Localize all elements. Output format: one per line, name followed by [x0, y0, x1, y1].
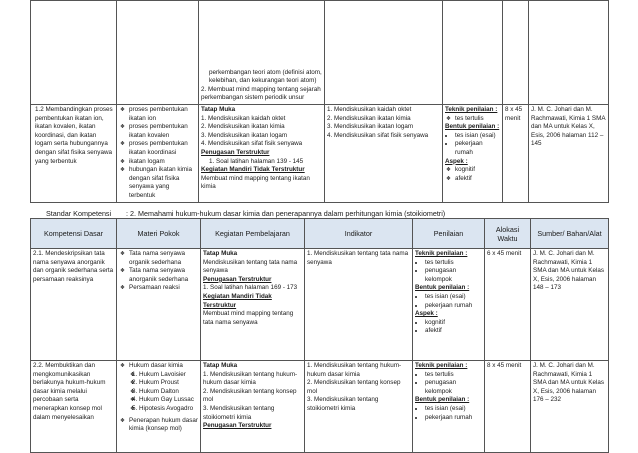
list-item: • tes isian (esai) [455, 132, 500, 141]
list-item: 1. Mendiskusikan kaidah oktet [327, 106, 412, 113]
list-item: ❖ 3. Hukum Dalton [139, 388, 198, 397]
list-item: 2. Mendiskusikan ikatan kimia [327, 114, 411, 122]
kmtt-heading: Kegiatan Mandiri Tidak Terstruktur [203, 292, 272, 309]
list-item: 4. Mendiskusikan sifat fisik senyawa [201, 140, 303, 148]
indikator-cell [325, 105, 443, 203]
kmtt-heading: Kegiatan Mandiri Tidak Terstruktur [201, 166, 305, 174]
kd-cell: 2.2. Membuktikan dan mengkomunikasikan berlakunya hukum-hukum dasar kimia melalui percobaan serta menerapkan konsep mol dalam menyelesaikan [31, 361, 117, 453]
list-item: ❖ Persamaan reaksi [129, 284, 198, 293]
penugasan-heading: Penugasan Terstruktur [203, 422, 272, 430]
list-item: • tes isian (esai) [425, 293, 482, 302]
list-item: perkembangan teori atom (definisi atom, kelebihan, dan kekurangan teori atom) [209, 68, 322, 85]
penugasan-heading: Penugasan Terstruktur [201, 148, 270, 156]
list-item: ❖ Penerapan hukum dasar kimia (konsep mol) [129, 417, 198, 434]
list-item: ❖ Tata nama senyawa anorganik sederhana [129, 267, 198, 284]
main-table [30, 218, 609, 453]
header-kp: Kegiatan Pembelajaran [201, 219, 305, 249]
list-item: 2. Mendiskusikan tentang konsep mol [203, 387, 297, 404]
list-item: ❖ kognitif [455, 166, 500, 175]
list-item: ❖ Tata nama senyawa organik sederhana [129, 250, 198, 267]
indikator-cell [305, 249, 413, 361]
list-item: 4. Mendiskusikan sifat fisik senyawa [327, 131, 429, 139]
header-aw: Alokasi Waktu [485, 219, 531, 249]
list-item: • kognitif [425, 319, 482, 328]
teknik-heading: Teknik penilaian : [415, 362, 468, 369]
list-item: ❖ tes tertulis [455, 115, 500, 124]
list-item: 2. Membuat mind mapping tentang sejarah perkembangan sistem periodik unsur [201, 85, 321, 102]
materi-cell [117, 361, 201, 453]
bentuk-heading: Bentuk penilaian : [415, 284, 470, 292]
penilaian-cell [413, 249, 485, 361]
kegiatan-heading: Tatap Muka [203, 250, 238, 257]
list-item: 2. Mendiskusikan tentang konsep mol [307, 379, 401, 395]
list-item: ❖ ikatan logam [129, 158, 196, 167]
list-item: Mendiskusikan tentang tata nama senyawa [203, 258, 298, 275]
aspek-heading: Aspek : [415, 310, 438, 318]
kegiatan-cell [201, 249, 305, 361]
list-item: • tes isian (esai) [425, 405, 482, 414]
table-row [31, 249, 609, 361]
header-ind: Indikator [305, 219, 413, 249]
list-item: • pekerjaan rumah [455, 140, 500, 157]
list-item: ❖ proses pembentukan ikatan kovalen [129, 123, 196, 140]
list-item: 3. Mendiskusikan ikatan logam [327, 123, 414, 131]
kegiatan-heading: Tatap Muka [203, 362, 238, 369]
sumber-cell: J. M. C. Johari dan M. Rachmawati, Kimia 1 SMA dan MA untuk Kelas X, Esis, 2006 halaman 176 – 232 [531, 361, 609, 453]
header-pen: Penilaian [413, 219, 485, 249]
sumber-cell: J. M. C. Johari dan M. Rachmawati, Kimia 1 SMA dan MA untuk Kelas X, Esis, 2006 halaman 112 – 145 [529, 105, 609, 203]
standar-kompetensi [46, 209, 445, 218]
list-item: • penugasan kelompok [425, 267, 482, 284]
list-item: ❖ hubungan ikatan kimia dengan sifat fisika senyawa yang terbentuk [129, 166, 196, 200]
list-item: 3. Mendiskusikan ikatan logam [201, 131, 288, 139]
penilaian-cell [443, 105, 503, 203]
list-item: 3. Mendiskusikan tentang stoikiometri kimia [307, 396, 379, 412]
kegiatan-heading: Tatap Muka [201, 106, 236, 113]
list-item: 1. Mendiskusikan tentang tata nama senyawa [307, 250, 409, 266]
list-item: 1. Mendiskusikan kaidah oktet [201, 114, 286, 122]
sumber-cell: J. M. C. Johari dan M. Rachmawati, Kimia 1 SMA dan MA untuk Kelas X, Esis, 2006 halaman 148 – 173 [531, 249, 609, 361]
list-item: ❖ 5. Hipotesis Avogadro [139, 405, 198, 414]
header-row [31, 219, 609, 249]
table-row [31, 105, 609, 203]
list-item: 2. Mendiskusikan ikatan kimia [201, 123, 285, 131]
list-item: 1. Soal latihan halaman 169 - 173 [203, 284, 298, 292]
aspek-heading: Aspek : [445, 157, 468, 165]
table-row [31, 1, 609, 105]
list-item: ❖ 4. Hukum Gay Lussac [139, 396, 198, 405]
kd-cell: 2.1. Mendeskripsikan tata nama senyawa anorganik dan organik sederhana serta persamaan reaksinya [31, 249, 117, 361]
list-item: 1. Mendiskusikan tentang hukum-hukum dasar kimia [307, 362, 402, 378]
list-item: ❖ Hukum dasar kimia ❖ 1. Hukum Lavoisier ❖ 2. Hukum Proust ❖ 3. Hukum Dalton ❖ 4. Hukum Gay Lussac ❖ 5. Hipotesis Avogadro [129, 362, 198, 414]
teknik-heading: Teknik penilaian : [415, 250, 468, 257]
kegiatan-cell [199, 105, 325, 203]
kd-cell: 1.2 Membandingkan proses pembentukan ikatan ion, ikatan kovalen, ikatan koordinasi, dan ikatan logam serta hubungannya dengan sifat fisika senyawa yang terbentuk [31, 105, 117, 203]
header-mp: Materi Pokok [117, 219, 201, 249]
list-item: • tes tertulis [425, 371, 482, 380]
penilaian-cell [413, 361, 485, 453]
list-item: 3. Mendiskusikan tentang stoikiometri kimia [203, 404, 275, 421]
header-sb: Sumber/ Bahan/Alat [531, 219, 609, 249]
list-item: ❖ proses pembentukan ikatan koordinasi [129, 140, 196, 157]
penugasan-heading: Penugasan Terstruktur [203, 275, 272, 283]
list-item: ❖ 1. Hukum Lavoisier [139, 371, 198, 380]
continuation-table [30, 0, 609, 203]
header-kd: Kompetensi Dasar [31, 219, 117, 249]
list-item: • penugasan kelompok [425, 379, 482, 396]
waktu-cell: 6 x 45 menit [485, 249, 531, 361]
list-item: 1. Mendiskusikan tentang hukum-hukum dasar kimia [203, 370, 298, 387]
waktu-cell: 8 x 45 menit [503, 105, 529, 203]
list-item: • pekerjaan rumah [425, 414, 482, 423]
indikator-cell [305, 361, 413, 453]
materi-cell [117, 105, 199, 203]
materi-cell [117, 249, 201, 361]
standar-value: : 2. Memahami hukum-hukum dasar kimia dan penerapannya dalam perhitungan kimia (stoikiometri) [126, 209, 446, 218]
list-item: • tes tertulis [425, 259, 482, 268]
list-item: Membuat mind mapping tentang tata nama senyawa [203, 310, 294, 326]
waktu-cell: 8 x 45 menit [485, 361, 531, 453]
standar-label: Standar Kompetensi [46, 209, 112, 218]
list-item: • afektif [425, 327, 482, 336]
list-item: • pekerjaan rumah [425, 302, 482, 311]
kegiatan-cell [201, 361, 305, 453]
kegiatan-cell [199, 1, 325, 105]
list-item: 1. Soal latihan halaman 139 - 145 [209, 157, 304, 165]
table-row [31, 361, 609, 453]
list-item: ❖ proses pembentukan ikatan ion [129, 106, 196, 123]
list-item: ❖ 2. Hukum Proust [139, 379, 198, 388]
bentuk-heading: Bentuk penilaian : [445, 123, 500, 131]
teknik-heading: Teknik penilaian : [445, 106, 498, 113]
bentuk-heading: Bentuk penilaian : [415, 396, 470, 404]
list-item: ❖ afektif [455, 175, 500, 184]
list-item: Membuat mind mapping tentang ikatan kimia [201, 174, 310, 191]
